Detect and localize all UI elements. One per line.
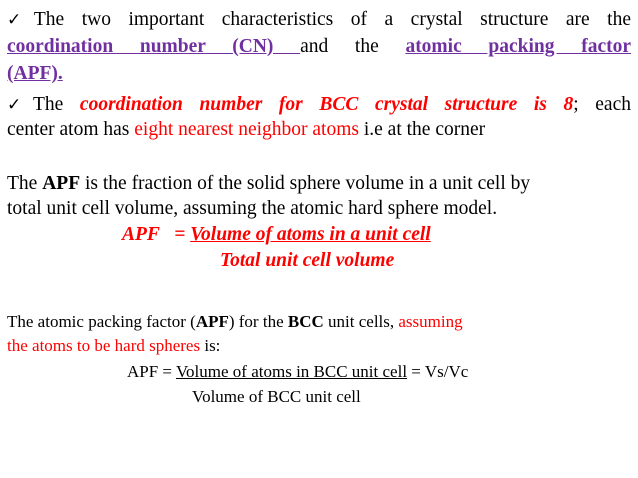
para2-line2: center atom has eight nearest neighbor atoms i.e at the corner [7,119,486,140]
check-mark-icon: ✓ [7,10,34,30]
para3-line2: total unit cell volume, assuming the atomic hard sphere model. [7,198,498,219]
apf-formula-denominator: Total unit cell volume [220,250,395,271]
para3-line1: The APF is the fraction of the solid sphere volume in a unit cell by [7,173,531,194]
apf-formula-numerator: APF = Volume of atoms in a unit cell [122,224,431,245]
para2-line1: ✓The coordination number for BCC crystal structure is 8; each [7,94,631,115]
apf-abbrev: (APF). [7,63,63,84]
para1-line1: ✓The two important characteristics of a crystal structure are the [7,9,631,30]
bcc-apf-formula-denominator: Volume of BCC unit cell [192,387,361,406]
apf-term: atomic packing factor [405,36,632,57]
para1-line3 [7,62,63,86]
cn-bcc-text: coordination number for BCC crystal structure is 8 [79,94,574,115]
check-mark-icon: ✓ [7,95,33,115]
bcc-apf-formula-numerator: APF = Volume of atoms in BCC unit cell = Vs/Vc [127,362,469,381]
cn-term: coordination number (CN) [7,36,301,57]
para4-line2: the atoms to be hard spheres is: [7,336,221,355]
eight-neighbors-text: eight nearest neighbor atoms [134,119,359,140]
para4-line1: The atomic packing factor (APF) for the BCC unit cells, assuming [7,312,463,331]
para1-line2: coordination number (CN) and the atomic packing factor [7,36,632,57]
